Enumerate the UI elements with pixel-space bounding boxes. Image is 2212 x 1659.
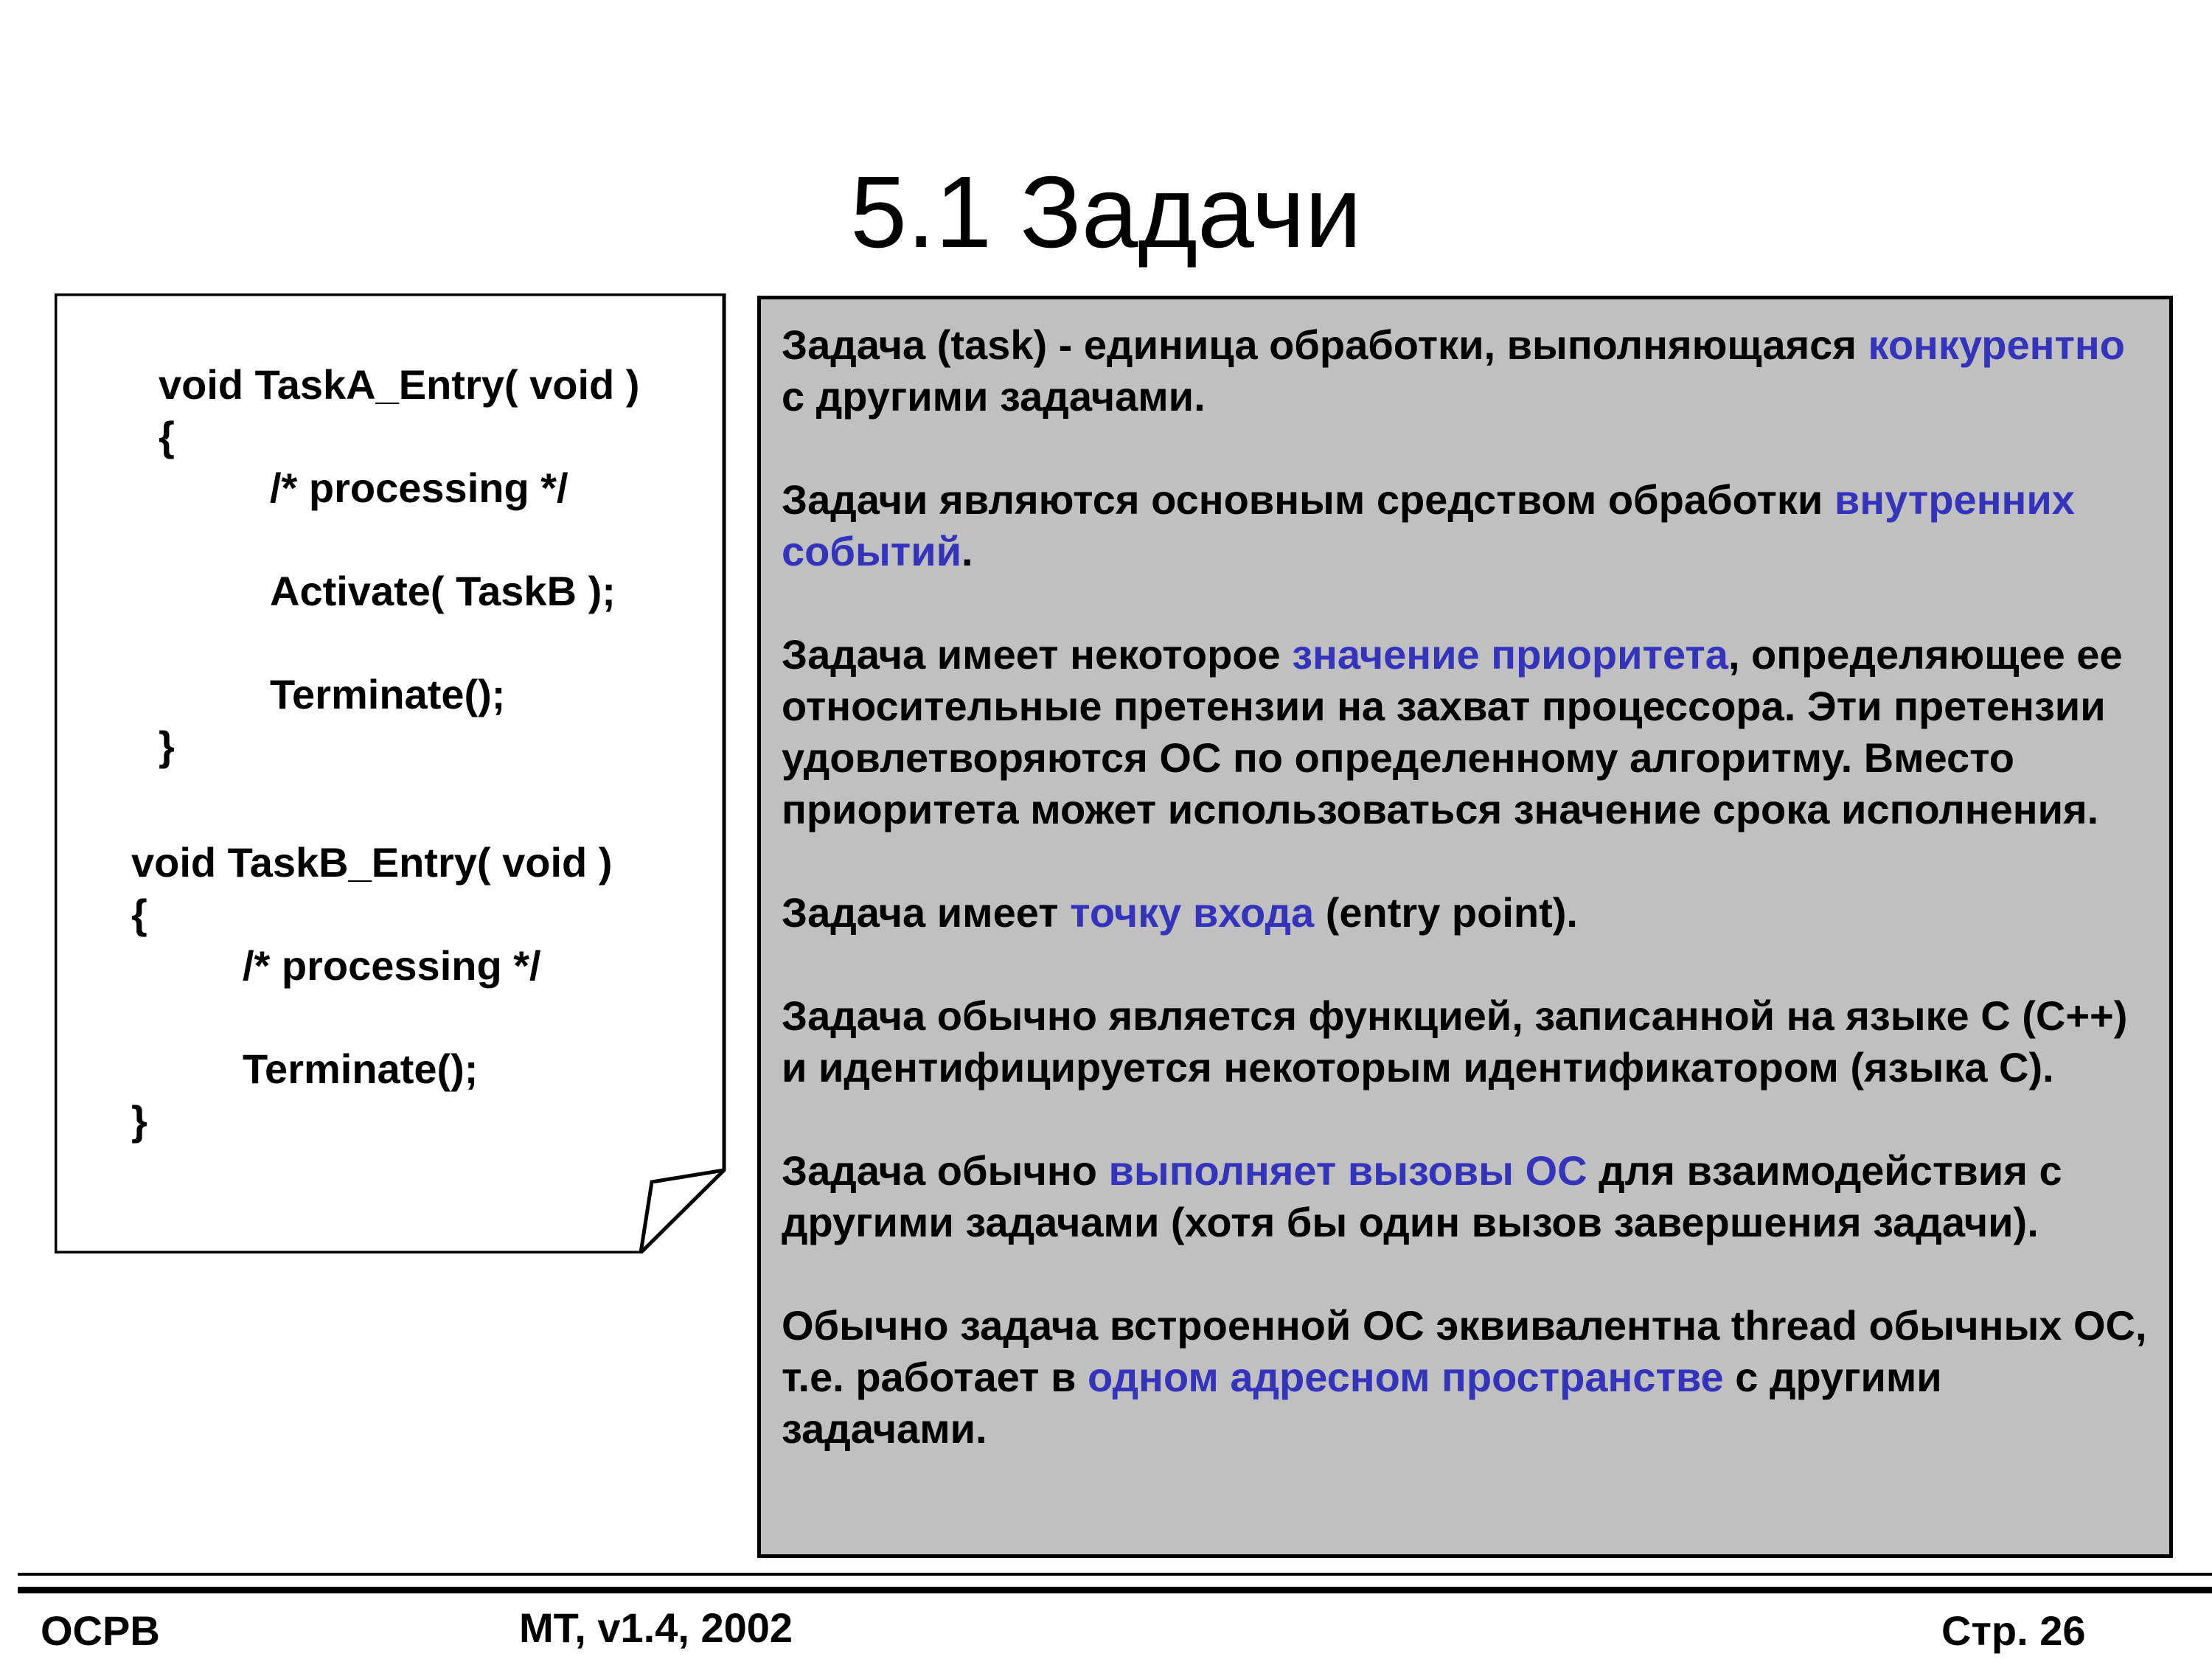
task-a-terminate: Terminate(); [270, 671, 506, 717]
calls-text: Задача обычно [782, 1147, 1109, 1194]
slide-title: 5.1 Задачи [850, 156, 1362, 269]
term-entry-point: точку входа [1070, 889, 1315, 936]
thread-text: Обычно задача встроенной ОС эквивалентна thread обычных ОС, т.е. работает в [782, 1302, 2147, 1400]
paragraph-events [782, 474, 2150, 577]
term-internal-events: внутренних событий [782, 476, 2075, 574]
task-b-comment: /* processing */ [243, 942, 541, 989]
task-a-comment: /* processing */ [270, 465, 568, 511]
task-a-activate: Activate( TaskB ); [270, 568, 616, 614]
definition-text: Задача (task) - единица обработки, выполняющаяся [782, 321, 1868, 368]
function-text: Задача обычно является функцией, записанной на языке С (С++) и идентифицируется некоторым идентификатором (языка С). [782, 992, 2128, 1091]
priority-text-end: , определяющее ее относительные претензии на захват процессора. Эти претензии удовлетворяются ОС по определенному алгоритму. Вместо приоритета может использоваться значение срока исполнения. [782, 631, 2123, 832]
entry-text-end: (entry point). [1314, 889, 1578, 936]
term-concurrently: конкурентно [1868, 321, 2125, 368]
paragraph-function [782, 990, 2150, 1093]
task-b-open-brace: { [131, 891, 147, 937]
paragraph-definition [782, 319, 2150, 422]
task-a-close-brace: } [159, 723, 175, 769]
events-text: Задачи являются основным средством обработки [782, 476, 1834, 523]
paragraph-entry-point [782, 887, 2150, 939]
task-a-signature: void TaskA_Entry( void ) [159, 361, 640, 408]
code-document [55, 293, 727, 1253]
task-b-terminate: Terminate(); [243, 1046, 479, 1092]
description-panel [757, 296, 2173, 1558]
task-b-close-brace: } [131, 1097, 147, 1144]
calls-text-end: для взаимодействия с другими задачами (хотя бы один вызов завершения задачи). [782, 1147, 2062, 1245]
footer-author-version: МТ, v1.4, 2002 [519, 1604, 793, 1651]
thread-text-end: с другими задачами. [782, 1354, 1942, 1452]
paragraph-priority [782, 629, 2150, 835]
footer-course: ОСРВ [41, 1607, 160, 1654]
task-a-open-brace: { [159, 413, 175, 459]
events-text-end: . [961, 528, 973, 574]
priority-text: Задача имеет некоторое [782, 631, 1293, 678]
footer-divider-thin [18, 1573, 2212, 1576]
footer-divider-thick [18, 1587, 2212, 1593]
term-priority-value: значение приоритета [1292, 631, 1728, 678]
paragraph-os-calls [782, 1145, 2150, 1248]
footer-page-number: Стр. 26 [1941, 1607, 2086, 1654]
term-os-calls: выполняет вызовы ОС [1108, 1147, 1587, 1194]
term-single-address-space: одном адресном пространстве [1088, 1354, 1724, 1400]
paragraph-thread [782, 1300, 2150, 1455]
page-curl-outline [55, 293, 727, 1253]
definition-text-end: с другими задачами. [782, 373, 1206, 420]
task-b-signature: void TaskB_Entry( void ) [131, 839, 613, 886]
entry-text: Задача имеет [782, 889, 1071, 936]
